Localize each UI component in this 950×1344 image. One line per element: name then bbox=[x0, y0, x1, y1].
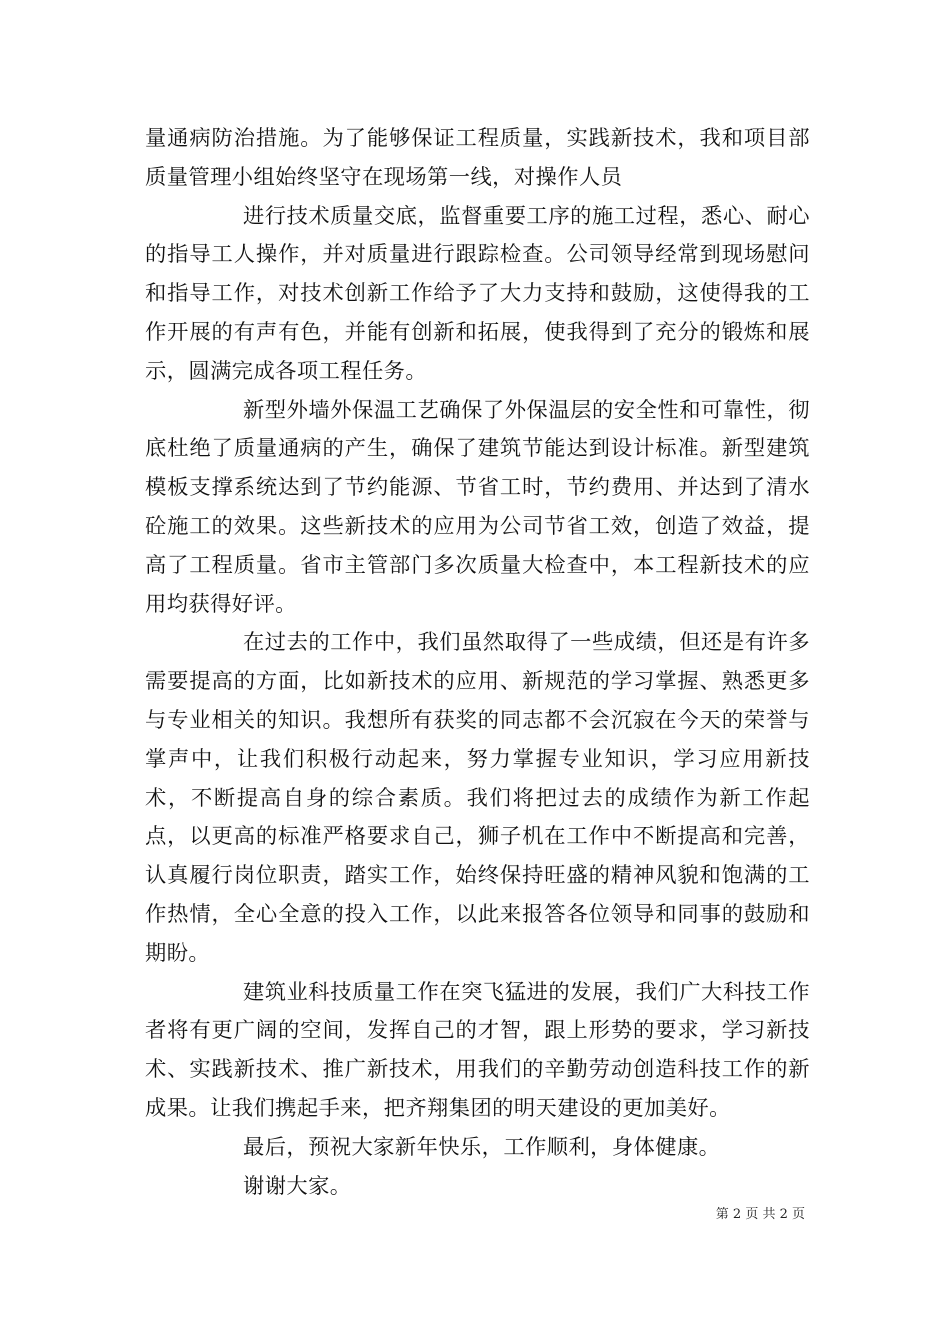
page-number-footer: 第 2 页 共 2 页 bbox=[715, 1207, 805, 1222]
paragraph-thanks: 谢谢大家。 bbox=[243, 1173, 352, 1199]
document-body bbox=[145, 120, 810, 1206]
paragraph-new-technology-results: 新型外墙外保温工艺确保了外保温层的安全性和可靠性，彻底杜绝了质量通病的产生，确保了建筑节能达到设计标准。新型建筑模板支撑系统达到了节约能源、节省工时，节约费用、并达到了清水砼施工的效果。这些新技术的应用为公司节省工效，创造了效益，提高了工程质量。省市主管部门多次质量大检查中，本工程新技术的应用均获得好评。 bbox=[145, 397, 810, 617]
paragraph-continued: 量通病防治措施。为了能够保证工程质量，实践新技术，我和项目部质量管理小组始终坚守在现场第一线，对操作人员 bbox=[145, 126, 810, 190]
paragraph-wishes: 最后，预祝大家新年快乐，工作顺利，身体健康。 bbox=[243, 1134, 721, 1160]
paragraph-technical-briefing: 进行技术质量交底，监督重要工序的施工过程，悉心、耐心的指导工人操作，并对质量进行跟踪检查。公司领导经常到现场慰问和指导工作，对技术创新工作给予了大力支持和鼓励，这使得我的工作开展的有声有色，并能有创新和拓展，使我得到了充分的锻炼和展示，圆满完成各项工程任务。 bbox=[145, 203, 810, 384]
paragraph-outlook: 建筑业科技质量工作在突飞猛进的发展，我们广大科技工作者将有更广阔的空间，发挥自己的才智，跟上形势的要求，学习新技术、实践新技术、推广新技术，用我们的辛勤劳动创造科技工作的新成果。让我们携起手来，把齐翔集团的明天建设的更加美好。 bbox=[145, 979, 810, 1121]
paragraph-improvement-plans: 在过去的工作中，我们虽然取得了一些成绩，但还是有许多需要提高的方面，比如新技术的应用、新规范的学习掌握、熟悉更多与专业相关的知识。我想所有获奖的同志都不会沉寂在今天的荣誉与掌声中，让我们积极行动起来，努力掌握专业知识，学习应用新技术，不断提高自身的综合素质。我们将把过去的成绩作为新工作起点，以更高的标准严格要求自己，狮子机在工作中不断提高和完善，认真履行岗位职责，踏实工作，始终保持旺盛的精神风貌和饱满的工作热情，全心全意的投入工作，以此来报答各位领导和同事的鼓励和期盼。 bbox=[145, 630, 810, 966]
